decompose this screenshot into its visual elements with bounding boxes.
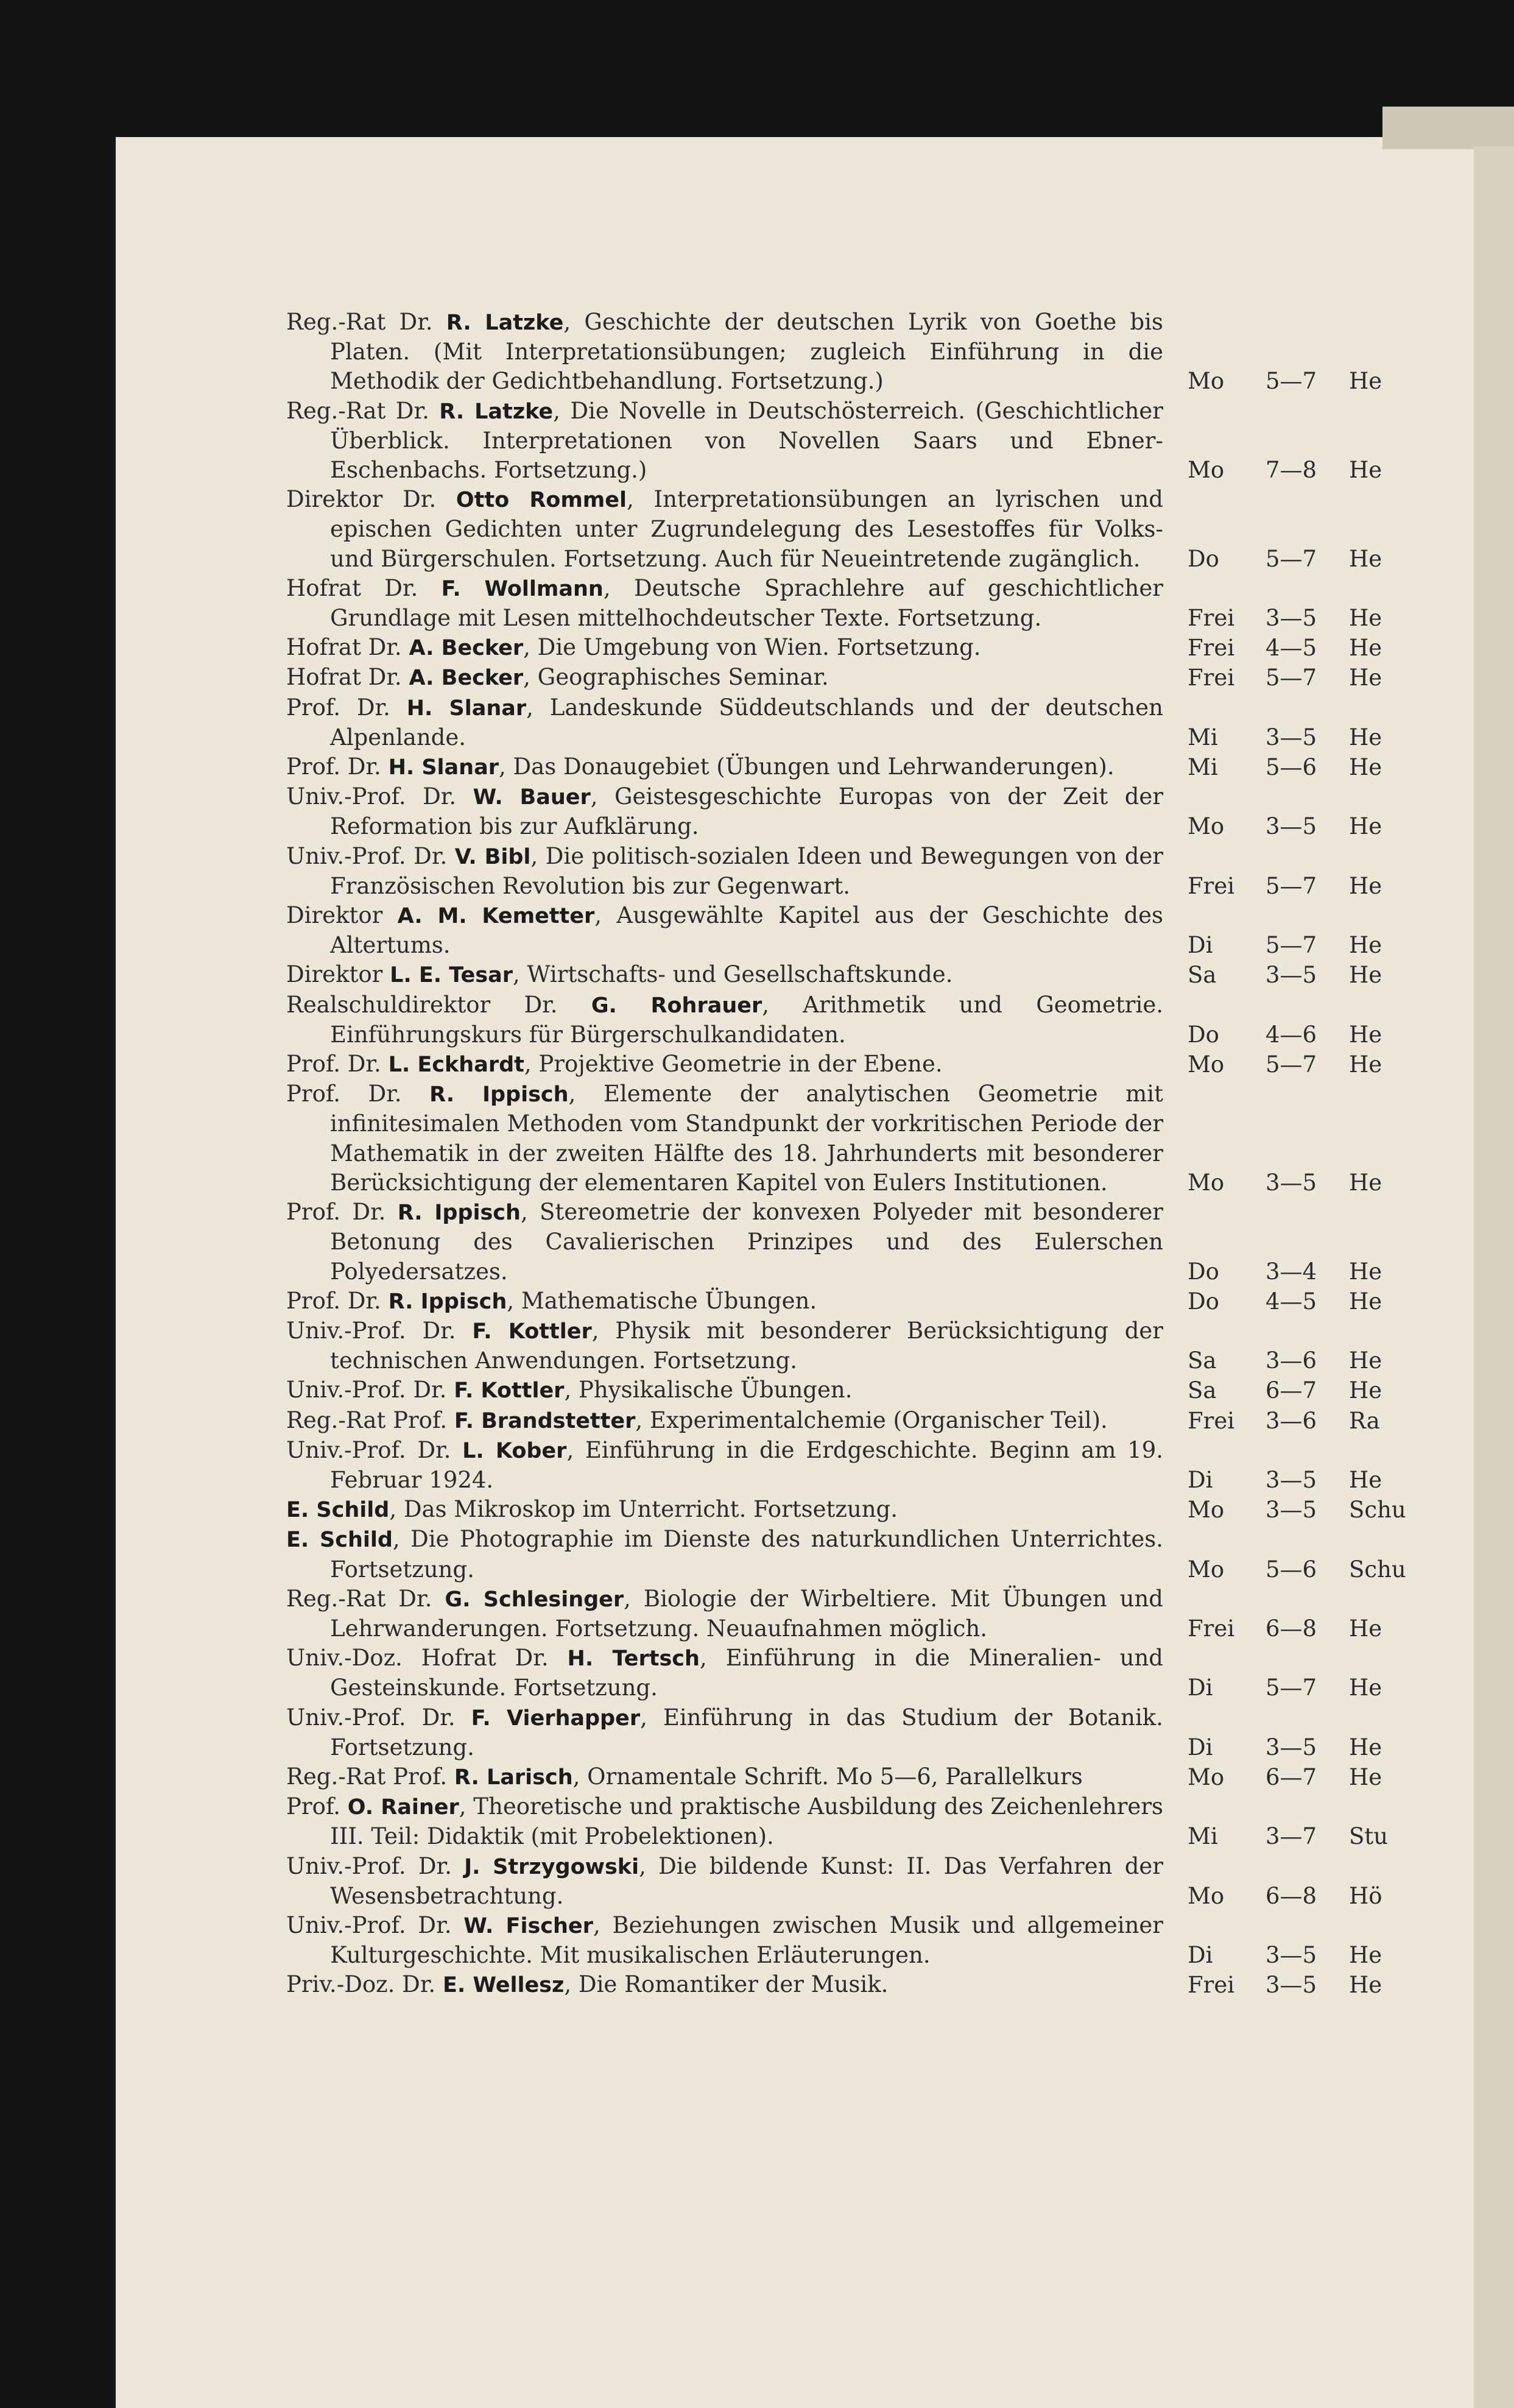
- course-entry: [286, 990, 1462, 1050]
- course-description: [286, 782, 1163, 841]
- course-description: [286, 1792, 1163, 1851]
- lecturer-name: L. Kober: [462, 1438, 567, 1463]
- lecturer-name: O. Rainer: [347, 1795, 459, 1820]
- course-room: He: [1349, 1377, 1382, 1404]
- lecturer-title: Univ.-Prof. Dr.: [286, 1852, 465, 1879]
- course-description: [286, 1970, 1163, 2000]
- course-time: 4—5: [1266, 635, 1317, 662]
- lecturer-title: Prof. Dr.: [286, 754, 389, 780]
- course-title: , Theoretische und praktische Ausbildung des Zeichenlehrers III. Teil: Didaktik (mit Probelektionen).: [330, 1793, 1163, 1850]
- course-description: [286, 1079, 1163, 1198]
- course-title: , Ornamentale Schrift. Mo 5—6, Parallelkurs: [572, 1763, 1083, 1790]
- course-room: He: [1349, 1942, 1382, 1969]
- course-description: [286, 1375, 1163, 1405]
- course-time: 3—6: [1266, 1407, 1317, 1434]
- course-title: , Geographisches Seminar.: [523, 664, 829, 691]
- course-time: 3—5: [1266, 962, 1317, 989]
- course-day: Di: [1188, 1942, 1213, 1969]
- course-room: He: [1349, 1347, 1382, 1374]
- lecturer-name: R. Ippisch: [388, 1289, 507, 1314]
- course-room: He: [1349, 1675, 1382, 1701]
- lecturer-name: A. Becker: [409, 666, 524, 691]
- course-day: Mo: [1188, 1497, 1225, 1524]
- lecturer-title: Reg.-Rat Prof.: [286, 1763, 454, 1790]
- lecturer-name: H. Slanar: [406, 696, 527, 721]
- lecturer-title: Univ.-Prof. Dr.: [286, 842, 455, 869]
- course-title: , Physikalische Übungen.: [564, 1377, 853, 1403]
- course-description: [286, 633, 1163, 663]
- course-room: He: [1349, 962, 1382, 989]
- course-room: He: [1349, 635, 1382, 662]
- course-room: He: [1349, 1615, 1382, 1642]
- course-entry: [286, 1852, 1462, 1911]
- course-day: Do: [1188, 545, 1219, 572]
- course-time: 5—7: [1266, 368, 1317, 395]
- course-room: He: [1349, 1734, 1382, 1760]
- course-title: , Das Donaugebiet (Übungen und Lehrwanderungen).: [498, 754, 1114, 780]
- page-right-edge: [1474, 146, 1514, 2408]
- course-entry: [286, 1406, 1462, 1436]
- course-entry: [286, 1911, 1462, 1970]
- course-entry: [286, 663, 1462, 693]
- lecturer-name: A. Becker: [409, 636, 524, 661]
- course-time: 3—5: [1266, 605, 1317, 632]
- lecturer-name: Otto Rommel: [456, 488, 627, 513]
- lecturer-name: F. Brandstetter: [454, 1408, 636, 1433]
- course-time: 3—5: [1266, 1466, 1317, 1493]
- course-title: , Die Photographie im Dienste des naturkundlichen Unterrichtes. Fortsetzung.: [330, 1526, 1163, 1583]
- course-title: , Arithmetik und Geometrie. Einführungskurs für Bürgerschulkandidaten.: [330, 991, 1163, 1048]
- course-day: Mo: [1188, 813, 1225, 840]
- course-description: [286, 990, 1163, 1050]
- lecturer-name: R. Latzke: [439, 399, 554, 424]
- course-title: , Stereometrie der konvexen Polyeder mit besonderer Betonung des Cavalierischen Prinzipes und des Eulerschen Polyedersatzes.: [330, 1199, 1163, 1285]
- course-entry: [286, 1525, 1462, 1584]
- lecturer-title: Hofrat Dr.: [286, 574, 442, 601]
- course-title: , Einführung in die Erdgeschichte. Beginn am 19. Februar 1924.: [330, 1436, 1163, 1493]
- lecturer-name: E. Schild: [286, 1528, 393, 1553]
- course-description: [286, 308, 1163, 397]
- course-entry: [286, 752, 1462, 782]
- course-day: Frei: [1188, 1972, 1235, 1999]
- course-room: He: [1349, 1169, 1382, 1196]
- lecturer-name: J. Strzygowski: [464, 1854, 639, 1879]
- course-room: He: [1349, 665, 1382, 691]
- course-time: 6—8: [1266, 1615, 1317, 1642]
- lecturer-title: Prof. Dr.: [286, 1051, 389, 1078]
- lecturer-name: W. Bauer: [473, 785, 591, 810]
- course-time: 5—6: [1266, 754, 1317, 781]
- course-title: , Geistesgeschichte Europas von der Zeit der Reformation bis zur Aufklärung.: [330, 783, 1164, 840]
- course-day: Di: [1188, 932, 1213, 959]
- course-entry: [286, 397, 1462, 485]
- lecturer-name: L. Eckhardt: [388, 1053, 524, 1078]
- course-title: , Beziehungen zwischen Musik und allgemeiner Kulturgeschichte. Mit musikalischen Erläuterungen.: [330, 1912, 1163, 1969]
- course-time: 3—5: [1266, 1497, 1317, 1524]
- lecturer-title: Univ.-Prof. Dr.: [286, 1317, 473, 1344]
- course-day: Mo: [1188, 457, 1225, 484]
- course-day: Frei: [1188, 605, 1235, 632]
- course-room: He: [1349, 1466, 1382, 1493]
- course-time: 6—8: [1266, 1882, 1317, 1909]
- course-description: [286, 1287, 1163, 1316]
- course-entry: [286, 633, 1462, 663]
- course-description: [286, 1762, 1163, 1792]
- course-title: , Interpretationsübungen an lyrischen und epischen Gedichten unter Zugrundelegung des Lesestoffes für Volks- und Bürgerschulen. Fortsetzung. Auch für Neueintretende zugänglich.: [330, 486, 1163, 572]
- course-entry: [286, 901, 1462, 960]
- course-description: [286, 1703, 1163, 1762]
- course-entry: [286, 782, 1462, 841]
- course-entry: [286, 1050, 1462, 1079]
- lecturer-title: Reg.-Rat Dr.: [286, 1585, 445, 1612]
- course-title: , Ausgewählte Kapitel aus der Geschichte des Altertums.: [330, 902, 1163, 959]
- course-entry: [286, 1079, 1462, 1198]
- lecturer-title: Prof. Dr.: [286, 1081, 430, 1107]
- course-description: [286, 1198, 1163, 1287]
- course-title: , Biologie der Wirbeltiere. Mit Übungen und Lehrwanderungen. Fortsetzung. Neuaufnahmen möglich.: [330, 1585, 1163, 1642]
- course-room: He: [1349, 872, 1382, 899]
- course-description: [286, 1644, 1163, 1703]
- course-day: Do: [1188, 1021, 1219, 1048]
- course-room: Hö: [1349, 1882, 1382, 1909]
- course-time: 3—5: [1266, 1169, 1317, 1196]
- course-entry: [286, 1970, 1462, 2000]
- lecturer-title: Univ.-Prof. Dr.: [286, 783, 473, 810]
- course-entry: [286, 1436, 1462, 1495]
- course-description: [286, 1050, 1163, 1079]
- lecturer-name: R. Ippisch: [397, 1201, 521, 1226]
- course-title: , Das Mikroskop im Unterricht. Fortsetzung.: [389, 1496, 898, 1523]
- course-day: Do: [1188, 1288, 1219, 1315]
- course-time: 5—7: [1266, 665, 1317, 691]
- course-title: , Wirtschafts- und Gesellschaftskunde.: [512, 961, 953, 988]
- lecturer-name: V. Bibl: [454, 844, 531, 869]
- course-day: Mo: [1188, 1882, 1225, 1909]
- course-entry: [286, 1703, 1462, 1762]
- course-time: 5—6: [1266, 1556, 1317, 1583]
- lecturer-name: E. Wellesz: [442, 1973, 565, 1998]
- course-room: He: [1349, 1258, 1382, 1285]
- lecturer-title: Priv.-Doz. Dr.: [286, 1971, 443, 1998]
- lecturer-name: W. Fischer: [463, 1913, 593, 1938]
- course-time: 3—7: [1266, 1823, 1317, 1850]
- course-day: Mo: [1188, 1556, 1225, 1583]
- course-description: [286, 1911, 1163, 1970]
- lecturer-title: Direktor Dr.: [286, 486, 456, 513]
- course-entry: [286, 1287, 1462, 1316]
- lecturer-title: Univ.-Prof. Dr.: [286, 1436, 463, 1463]
- course-entry: [286, 1316, 1462, 1375]
- lecturer-name: R. Ippisch: [429, 1082, 569, 1107]
- course-time: 3—6: [1266, 1347, 1317, 1374]
- lecturer-name: F. Kottler: [472, 1319, 592, 1344]
- course-day: Frei: [1188, 665, 1235, 691]
- course-day: Di: [1188, 1675, 1213, 1701]
- lecturer-title: Prof. Dr.: [286, 694, 407, 721]
- course-day: Sa: [1188, 1377, 1217, 1404]
- course-description: [286, 574, 1163, 633]
- course-description: [286, 752, 1163, 782]
- course-title: , Elemente der analytischen Geometrie mit infinitesimalen Methoden vom Standpunkt der vorkritischen Periode der Mathematik in der zweiten Hälfte des 18. Jahrhunderts mit besonderer Berücksichtigung der elementaren Kapitel von Eulers Institutionen.: [330, 1081, 1163, 1196]
- course-entry: [286, 693, 1462, 752]
- course-title: , Geschichte der deutschen Lyrik von Goethe bis Platen. (Mit Interpretationsübungen; zugleich Einführung in die Methodik der Gedichtbehandlung. Fortsetzung.): [330, 309, 1163, 395]
- page-edge-tab: [1382, 107, 1514, 149]
- course-description: [286, 663, 1163, 693]
- course-entry: [286, 574, 1462, 633]
- course-time: 5—7: [1266, 1051, 1317, 1078]
- course-description: [286, 397, 1163, 485]
- lecturer-name: R. Larisch: [454, 1765, 573, 1790]
- course-day: Di: [1188, 1734, 1213, 1760]
- course-description: [286, 1316, 1163, 1375]
- course-time: 4—6: [1266, 1021, 1317, 1048]
- course-description: [286, 1436, 1163, 1495]
- course-title: , Deutsche Sprachlehre auf geschichtlicher Grundlage mit Lesen mittelhochdeutscher Texte. Fortsetzung.: [330, 574, 1163, 632]
- course-room: He: [1349, 545, 1382, 572]
- course-day: Mo: [1188, 1169, 1225, 1196]
- course-title: , Einführung in das Studium der Botanik. Fortsetzung.: [330, 1704, 1163, 1760]
- course-title: , Physik mit besonderer Berücksichtigung der technischen Anwendungen. Fortsetzung.: [330, 1317, 1163, 1374]
- course-description: [286, 960, 1163, 990]
- lecturer-title: Hofrat Dr.: [286, 634, 409, 661]
- lecturer-title: Univ.-Prof. Dr.: [286, 1377, 454, 1403]
- course-day: Sa: [1188, 1347, 1217, 1374]
- lecturer-title: Direktor: [286, 961, 390, 988]
- lecturer-name: E. Schild: [286, 1498, 390, 1523]
- lecturer-name: F. Vierhapper: [471, 1706, 641, 1731]
- course-time: 3—5: [1266, 1734, 1317, 1760]
- course-description: [286, 901, 1163, 960]
- lecturer-name: A. M. Kemetter: [397, 904, 595, 929]
- course-description: [286, 1406, 1163, 1436]
- course-title: , Landeskunde Süddeutschlands und der deutschen Alpenlande.: [330, 694, 1163, 750]
- course-room: He: [1349, 368, 1382, 395]
- lecturer-name: F. Kottler: [454, 1379, 565, 1403]
- course-room: Schu: [1349, 1556, 1406, 1583]
- course-entry: [286, 1792, 1462, 1851]
- course-day: Di: [1188, 1466, 1213, 1493]
- course-day: Frei: [1188, 635, 1235, 662]
- course-time: 6—7: [1266, 1377, 1317, 1404]
- course-time: 5—7: [1266, 932, 1317, 959]
- course-day: Mo: [1188, 1051, 1225, 1078]
- course-title: , Projektive Geometrie in der Ebene.: [524, 1051, 943, 1078]
- course-day: Mi: [1188, 724, 1218, 750]
- lecturer-title: Realschuldirektor Dr.: [286, 991, 591, 1018]
- lecturer-title: Prof. Dr.: [286, 1287, 389, 1314]
- course-time: 3—5: [1266, 813, 1317, 840]
- course-title: , Die politisch-sozialen Ideen und Bewegungen von der Französischen Revolution bis zur Gegenwart.: [330, 842, 1163, 899]
- lecturer-title: Univ.-Doz. Hofrat Dr.: [286, 1645, 568, 1672]
- course-entry: [286, 842, 1462, 901]
- course-time: 5—7: [1266, 545, 1317, 572]
- course-list: [286, 308, 1462, 2000]
- lecturer-title: Reg.-Rat Prof.: [286, 1407, 454, 1433]
- lecturer-title: Reg.-Rat Dr.: [286, 397, 440, 424]
- course-entry: [286, 1762, 1462, 1792]
- course-entry: [286, 1644, 1462, 1703]
- course-description: [286, 485, 1163, 574]
- course-room: He: [1349, 754, 1382, 781]
- course-room: He: [1349, 724, 1382, 750]
- course-day: Frei: [1188, 1407, 1235, 1434]
- course-time: 3—5: [1266, 1972, 1317, 1999]
- course-room: He: [1349, 1972, 1382, 1999]
- course-day: Mi: [1188, 1823, 1218, 1850]
- course-room: He: [1349, 932, 1382, 959]
- lecturer-name: H. Slanar: [388, 755, 499, 780]
- course-time: 3—4: [1266, 1258, 1317, 1285]
- lecturer-name: G. Rohrauer: [591, 993, 762, 1018]
- course-title: , Mathematische Übungen.: [507, 1287, 817, 1314]
- course-entry: [286, 960, 1462, 990]
- course-title: , Die Novelle in Deutschösterreich. (Geschichtlicher Überblick. Interpretationen von Novellen Saars und Ebner-Eschenbachs. Fortsetzung.): [330, 397, 1163, 484]
- course-time: 4—5: [1266, 1288, 1317, 1315]
- course-title: , Die Umgebung von Wien. Fortsetzung.: [523, 634, 981, 661]
- course-time: 7—8: [1266, 457, 1317, 484]
- course-room: He: [1349, 1764, 1382, 1790]
- course-entry: [286, 1198, 1462, 1287]
- course-room: Ra: [1349, 1407, 1380, 1434]
- course-room: Stu: [1349, 1823, 1389, 1850]
- lecturer-title: Prof.: [286, 1793, 348, 1820]
- course-day: Mo: [1188, 368, 1225, 395]
- course-room: He: [1349, 1288, 1382, 1315]
- course-room: He: [1349, 1051, 1382, 1078]
- course-day: Mi: [1188, 754, 1218, 781]
- lecturer-title: Prof. Dr.: [286, 1199, 398, 1226]
- course-room: He: [1349, 457, 1382, 484]
- course-description: [286, 1852, 1163, 1911]
- course-entry: [286, 1584, 1462, 1644]
- lecturer-name: R. Latzke: [446, 311, 564, 335]
- course-room: He: [1349, 813, 1382, 840]
- course-day: Do: [1188, 1258, 1219, 1285]
- course-entry: [286, 485, 1462, 574]
- course-entry: [286, 1495, 1462, 1525]
- course-time: 3—5: [1266, 1942, 1317, 1969]
- course-title: , Einführung in die Mineralien- und Gesteinskunde. Fortsetzung.: [330, 1645, 1163, 1701]
- course-day: Frei: [1188, 1615, 1235, 1642]
- course-day: Mo: [1188, 1764, 1225, 1790]
- course-description: [286, 842, 1163, 901]
- course-day: Sa: [1188, 962, 1217, 989]
- course-title: , Experimentalchemie (Organischer Teil).: [635, 1407, 1108, 1433]
- lecturer-title: Hofrat Dr.: [286, 664, 409, 691]
- course-description: [286, 1584, 1163, 1644]
- lecturer-title: Univ.-Prof. Dr.: [286, 1912, 464, 1938]
- course-time: 5—7: [1266, 1675, 1317, 1701]
- course-time: 6—7: [1266, 1764, 1317, 1790]
- course-entry: [286, 308, 1462, 397]
- course-title: , Die Romantiker der Musik.: [564, 1971, 889, 1998]
- course-title: , Die bildende Kunst: II. Das Verfahren der Wesensbetrachtung.: [330, 1852, 1163, 1909]
- course-description: [286, 1525, 1163, 1584]
- course-description: [286, 693, 1163, 752]
- course-room: He: [1349, 605, 1382, 632]
- course-entry: [286, 1375, 1462, 1405]
- course-day: Frei: [1188, 872, 1235, 899]
- lecturer-title: Direktor: [286, 902, 398, 929]
- course-room: He: [1349, 1021, 1382, 1048]
- lecturer-name: L. E. Tesar: [390, 963, 513, 988]
- course-room: Schu: [1349, 1497, 1406, 1524]
- lecturer-title: Univ.-Prof. Dr.: [286, 1704, 471, 1731]
- lecturer-name: F. Wollmann: [441, 576, 604, 601]
- course-description: [286, 1495, 1163, 1525]
- lecturer-name: H. Tertsch: [567, 1647, 700, 1672]
- lecturer-title: Reg.-Rat Dr.: [286, 309, 446, 335]
- course-time: 5—7: [1266, 872, 1317, 899]
- lecturer-name: G. Schlesinger: [445, 1587, 624, 1612]
- course-time: 3—5: [1266, 724, 1317, 750]
